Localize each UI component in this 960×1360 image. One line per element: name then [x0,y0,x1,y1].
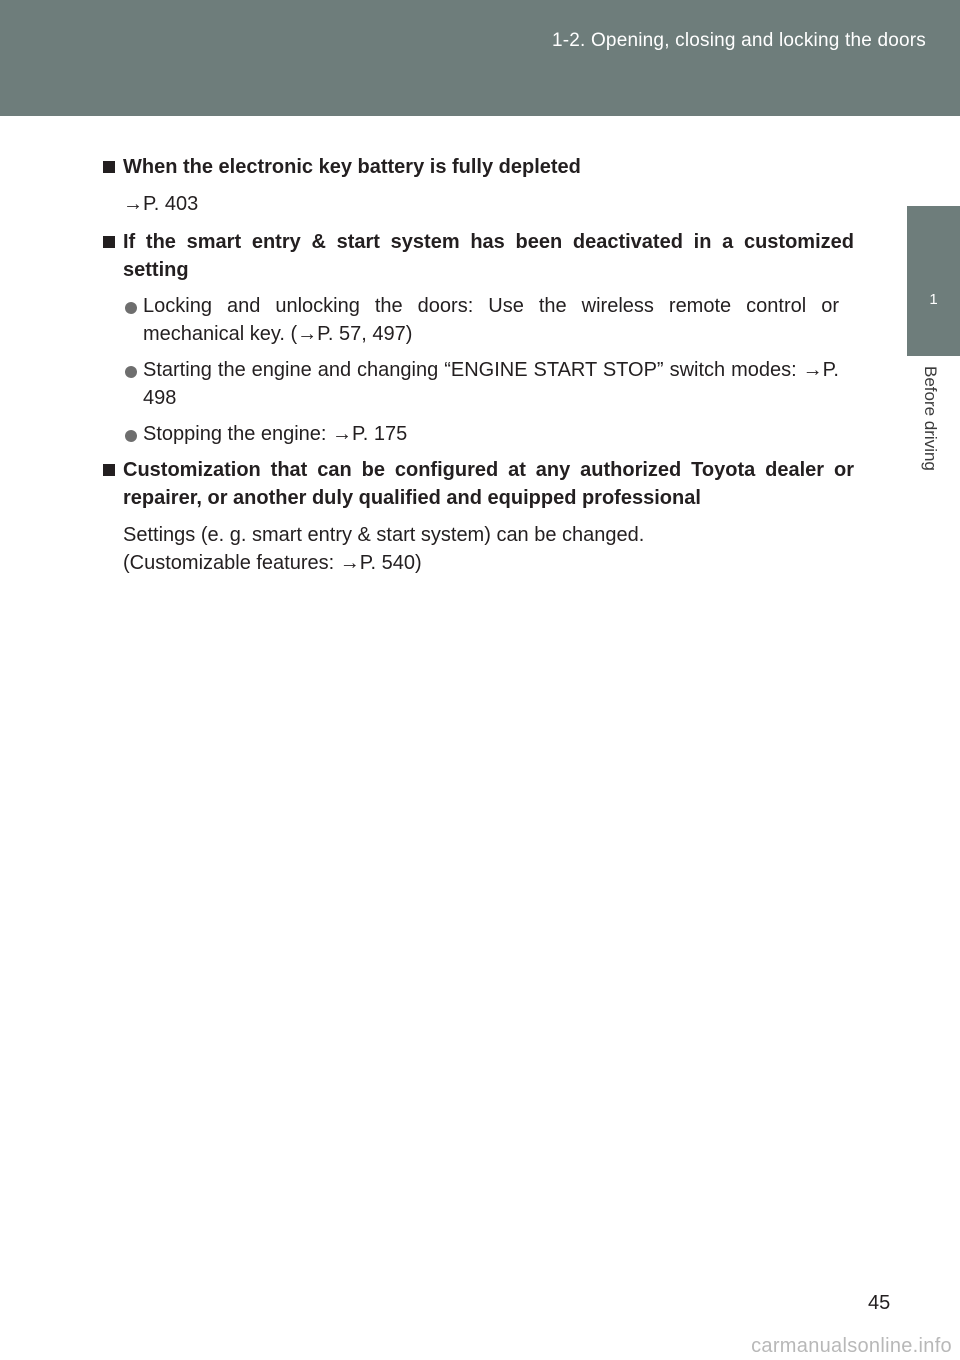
square-bullet-icon [103,161,115,173]
heading-text: If the smart entry & start system has been deactivated in a customized setting [123,231,854,281]
chapter-label: Before driving [921,366,940,471]
section-heading-deactivated [101,228,854,284]
list-item-text: Stopping the engine: →P. 175 [143,423,408,445]
body-line: (Customizable features: →P. 540) [123,552,422,574]
body-line: Settings (e. g. smart entry & start system) can be changed. [123,524,645,546]
section-heading-battery [101,153,854,181]
round-bullet-icon [125,430,137,442]
round-bullet-icon [125,302,137,314]
page-content [101,153,854,577]
list-item [101,420,839,448]
chapter-tab [907,206,960,356]
square-bullet-icon [103,236,115,248]
page-reference: →P. 403 [123,193,199,215]
list-item-text: Locking and unlocking the doors: Use the wireless remote control or mechanical key. (→P. 57, 497) [143,295,839,345]
list-item [101,292,839,348]
heading-text: When the electronic key battery is fully depleted [123,156,581,178]
square-bullet-icon [103,464,115,476]
chapter-number: 1 [929,291,938,308]
section-heading-customization [101,456,854,512]
list-item-text: Starting the engine and changing “ENGINE START STOP” switch modes: →P. 498 [143,359,839,409]
chapter-label-tab [907,356,960,506]
watermark: carmanualsonline.info [688,1332,960,1360]
round-bullet-icon [125,366,137,378]
section-title: 1-2. Opening, closing and locking the doors [551,30,926,51]
list-item [101,356,839,412]
customization-body [101,521,854,577]
heading-text: Customization that can be configured at any authorized Toyota dealer or repairer, or another duly qualified and equipped professional [123,459,854,509]
page-number: 45 [868,1292,891,1314]
header-band [0,0,960,116]
